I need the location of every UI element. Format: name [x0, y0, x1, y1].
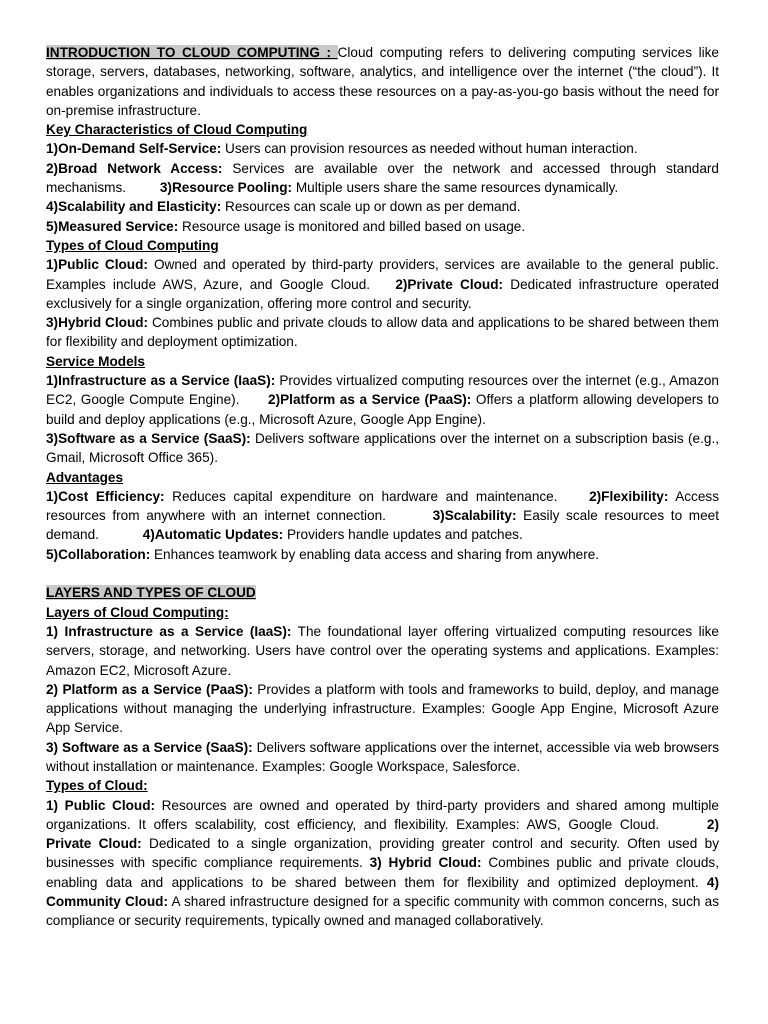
- key-characteristic-2-3: [46, 159, 719, 198]
- term: 4) Community Cloud:: [46, 874, 719, 910]
- intro-paragraph: [46, 43, 719, 120]
- definition: Resources are owned and operated by third-party providers and shared among multiple organizations. It offers scalability, cost efficiency, and flexibility. Examples: AWS, Google Cloud.: [46, 797, 719, 832]
- advantages-1-4: [46, 487, 719, 545]
- definition: Reduces capital expenditure on hardware and maintenance.: [164, 488, 558, 504]
- advantages-heading: Advantages: [46, 469, 124, 485]
- intro-text: Cloud computing refers to delivering computing services like storage, servers, databases, networking, software, analytics, and intelligence over the internet (“the cloud”). It enables organizations and individuals to access these resources on a pay-as-you-go basis without the need for on-premise infrastructure.: [46, 45, 719, 118]
- definition: Access resources from anywhere with an internet connection.: [46, 488, 720, 524]
- definition: Delivers software applications over the internet on a subscription basis (e.g., Gmail, Microsoft Office 365).: [46, 430, 720, 466]
- document-page: [46, 43, 719, 931]
- definition: Offers a platform allowing developers to build and deploy applications (e.g., Microsoft Azure, Google App Engine).: [46, 392, 719, 427]
- service-models-3: [46, 429, 719, 468]
- term: 3) Hybrid Cloud:: [369, 855, 482, 871]
- types-of-cloud-computing-heading: Types of Cloud Computing: [46, 237, 219, 253]
- service-models-heading: Service Models: [46, 353, 145, 369]
- types-cloud-3: [46, 313, 719, 352]
- types-of-cloud-paragraph: [46, 796, 719, 931]
- definition: Combines public and private clouds to allow data and applications to be shared between them for flexibility and deployment optimization.: [46, 315, 719, 350]
- key-characteristics-heading: Key Characteristics of Cloud Computing: [46, 122, 308, 138]
- layers-section-heading: LAYERS AND TYPES OF CLOUD: [46, 585, 256, 601]
- definition: Providers handle updates and patches.: [283, 527, 523, 543]
- definition: Delivers software applications over the internet, accessible via web browsers without installation or maintenance. Examples: Google Workspace, Salesforce.: [46, 739, 719, 774]
- types-cloud-1-2: [46, 255, 719, 313]
- definition: Resource usage is monitored and billed based on usage.: [178, 218, 526, 234]
- term: 3)Scalability:: [432, 508, 517, 524]
- definition: Owned and operated by third-party providers, services are available to the general public. Examples include AWS, Azure, and Google Cloud.: [46, 257, 719, 292]
- definition: Combines public and private clouds, enabling data and applications to be shared between them for flexibility and optimized deployment.: [46, 855, 719, 890]
- key-characteristic-5: [46, 217, 719, 236]
- term: 4)Scalability and Elasticity:: [46, 199, 222, 215]
- definition: Multiple users share the same resources dynamically.: [292, 180, 619, 196]
- term: 3)Software as a Service (SaaS):: [46, 430, 251, 446]
- term: 2) Platform as a Service (PaaS):: [46, 681, 253, 697]
- term: 2)Flexibility:: [589, 488, 669, 504]
- term: 2)Broad Network Access:: [46, 160, 223, 176]
- term: 1)Public Cloud:: [46, 257, 148, 273]
- layer-3: [46, 738, 719, 777]
- layer-2: [46, 680, 719, 738]
- definition: Easily scale resources to meet demand.: [46, 508, 720, 543]
- definition: Users can provision resources as needed without human interaction.: [221, 141, 638, 157]
- term: 5)Collaboration:: [46, 546, 151, 562]
- definition: Resources can scale up or down as per demand.: [221, 199, 521, 215]
- section-gap: [46, 564, 719, 583]
- term: 1) Public Cloud:: [46, 797, 156, 813]
- layers-of-cloud-heading: Layers of Cloud Computing:: [46, 604, 229, 620]
- definition: Provides a platform with tools and frameworks to build, deploy, and manage applications without managing the underlying infrastructure. Examples: Google App Engine, Microsoft Azure App Service.: [46, 681, 720, 736]
- key-characteristic-1: [46, 139, 719, 158]
- term: 3)Hybrid Cloud:: [46, 315, 149, 331]
- term: 1)Cost Efficiency:: [46, 488, 165, 504]
- advantages-5: [46, 545, 719, 564]
- definition: Enhances teamwork by enabling data access and sharing from anywhere.: [150, 546, 600, 562]
- definition: Provides virtualized computing resources over the internet (e.g., Amazon EC2, Google Compute Engine).: [46, 373, 719, 408]
- service-models-1-2: [46, 371, 719, 429]
- layer-1: [46, 622, 719, 680]
- term: 3)Resource Pooling:: [159, 180, 293, 196]
- term: 2)Platform as a Service (PaaS):: [268, 392, 472, 408]
- term: 4)Automatic Updates:: [142, 527, 284, 543]
- definition: Dedicated to a single organization, providing greater control and security. Often used by businesses with specific compliance requirements.: [46, 836, 719, 871]
- definition: A shared infrastructure designed for a specific community with common concerns, such as compliance or security requirements, typically owned and managed collaboratively.: [46, 894, 719, 929]
- definition: The foundational layer offering virtualized computing resources like servers, storage, and networking. Users have control over the operating systems and applications. Examples: Amazon EC2, Microsoft Azure.: [46, 623, 719, 678]
- definition: Dedicated infrastructure operated exclusively for a single organization, offering more control and security.: [46, 276, 719, 311]
- term: 1)On-Demand Self-Service:: [46, 141, 222, 157]
- definition: Services are available over the network and accessed through standard mechanisms.: [46, 160, 719, 196]
- term: 5)Measured Service:: [46, 218, 179, 234]
- intro-heading: INTRODUCTION TO CLOUD COMPUTING :: [46, 45, 338, 60]
- types-of-cloud-heading: Types of Cloud:: [46, 778, 148, 794]
- term: 3) Software as a Service (SaaS):: [46, 739, 253, 755]
- key-characteristic-4: [46, 197, 719, 216]
- term: 2) Private Cloud:: [46, 816, 719, 852]
- term: 1)Infrastructure as a Service (IaaS):: [46, 373, 276, 389]
- term: 2)Private Cloud:: [395, 276, 504, 292]
- term: 1) Infrastructure as a Service (IaaS):: [46, 623, 292, 639]
- layers-section-heading-line: [46, 583, 719, 602]
